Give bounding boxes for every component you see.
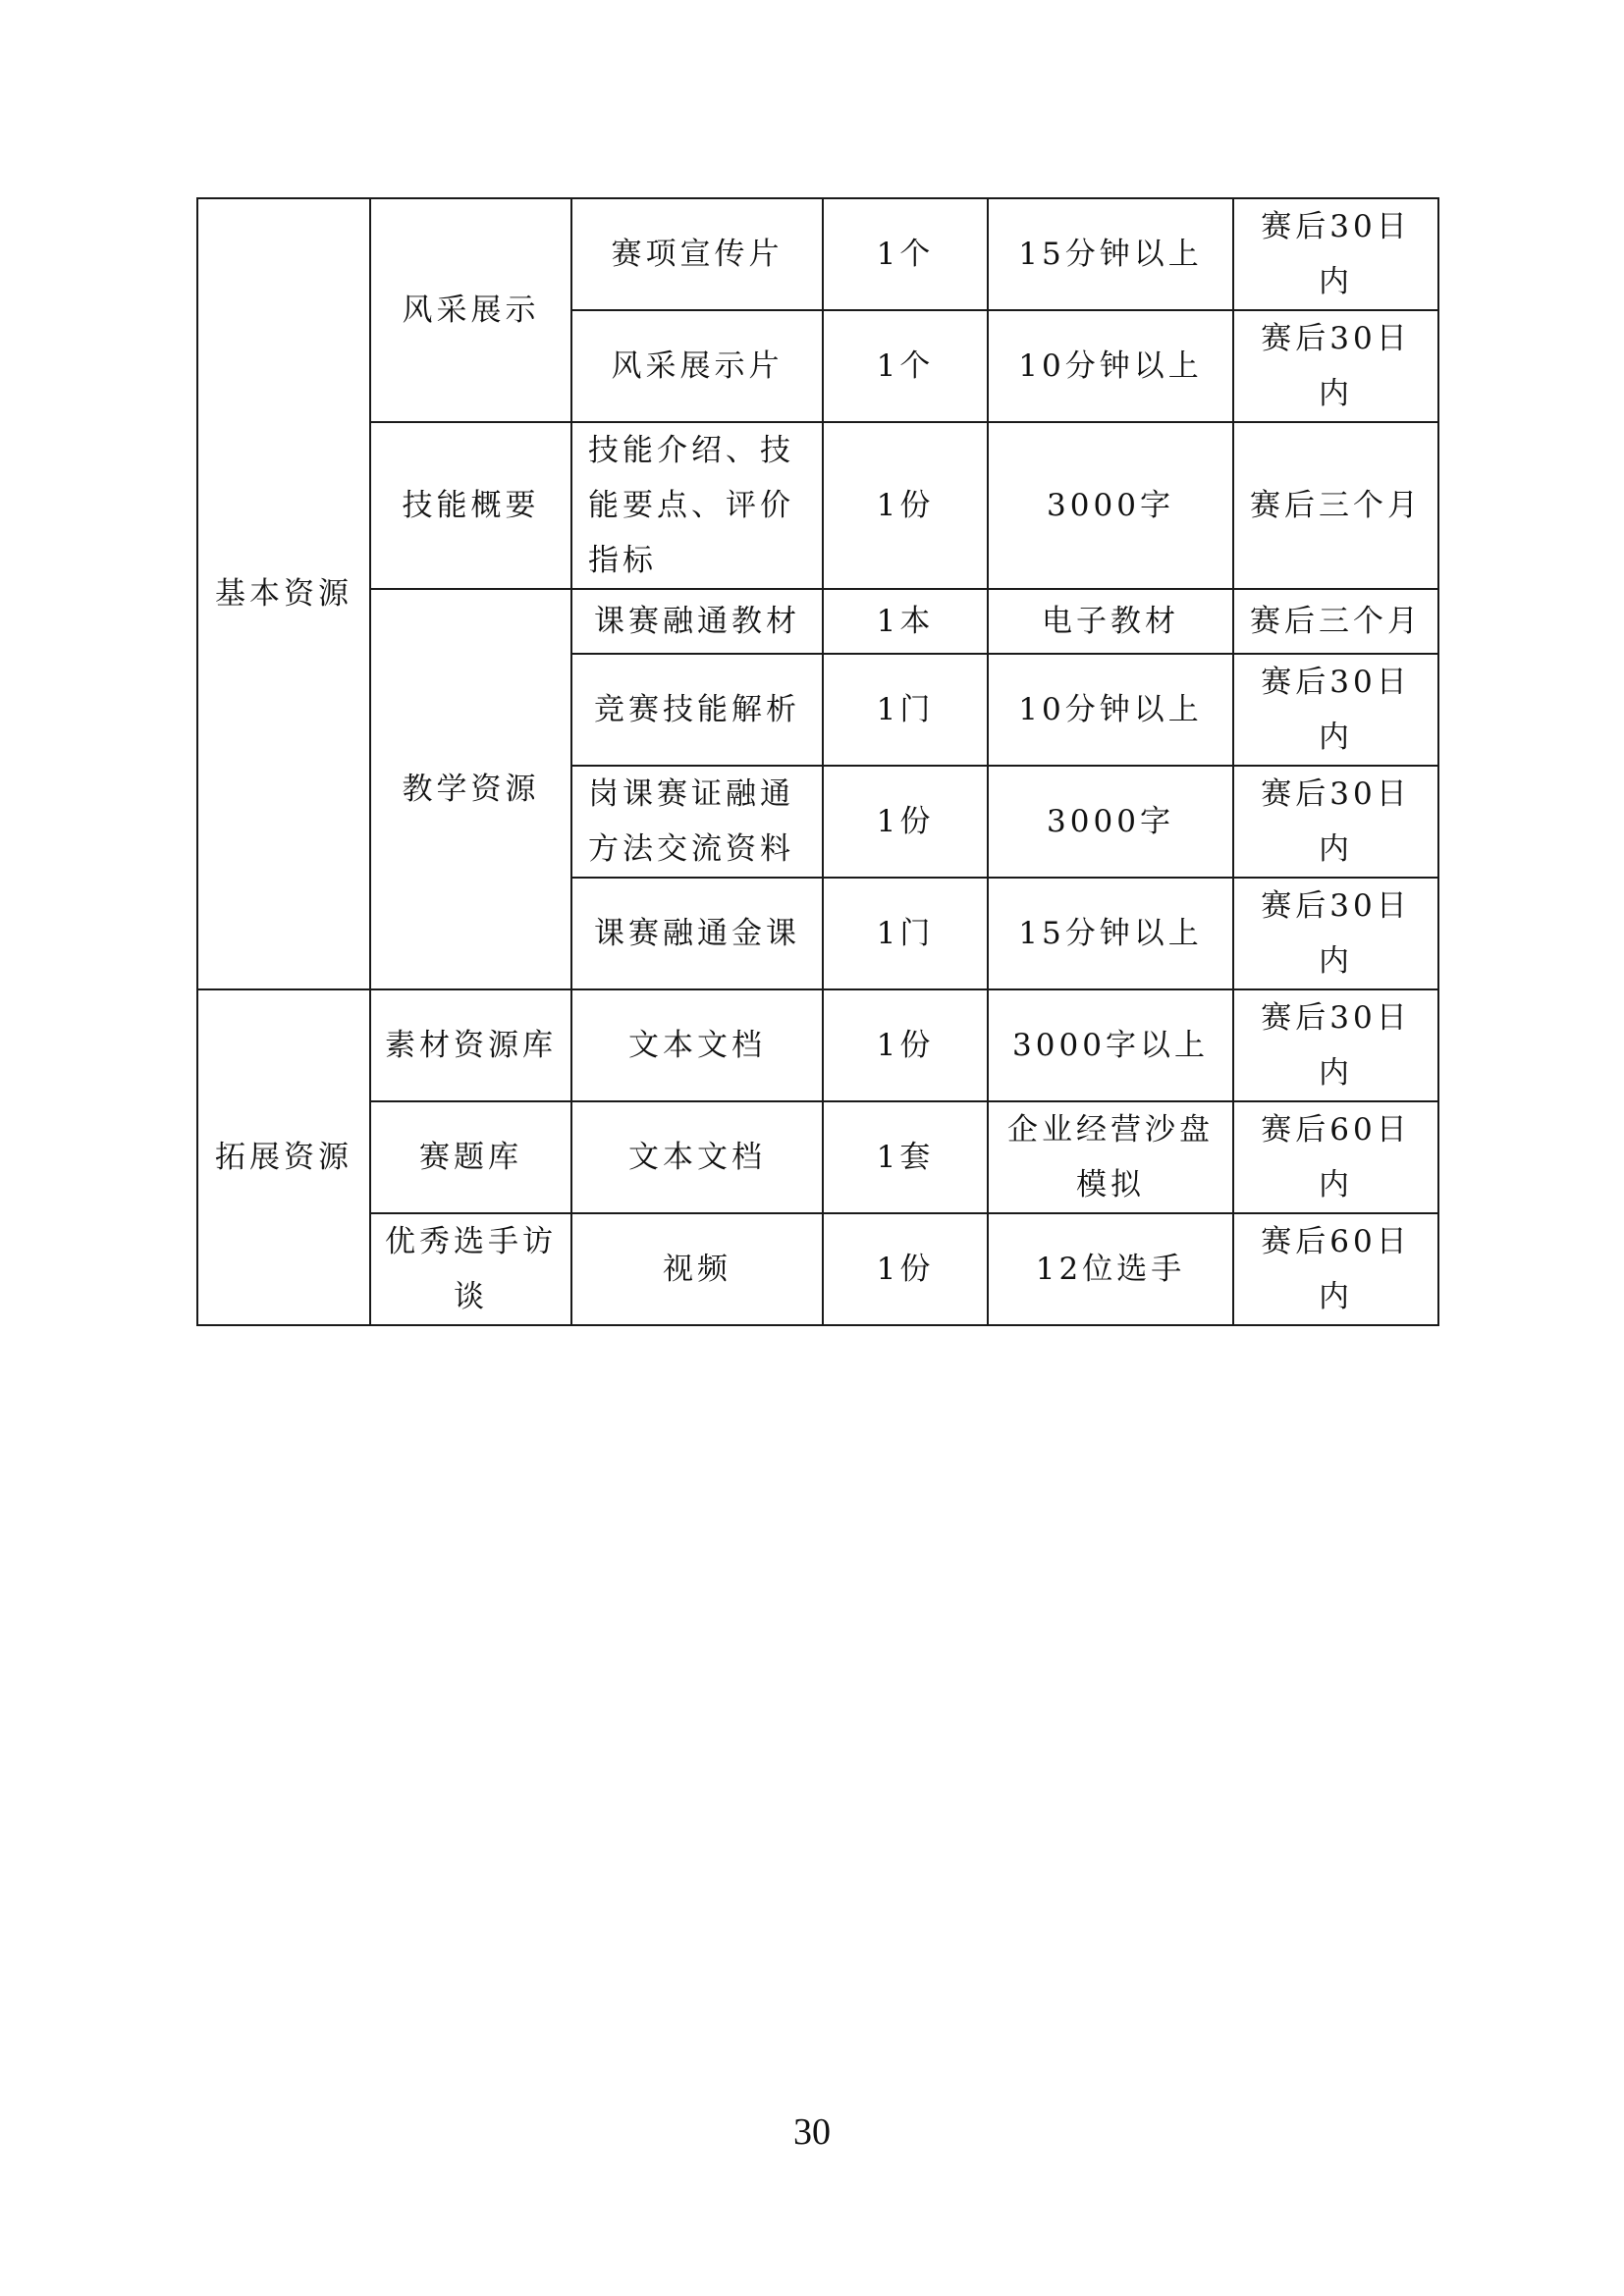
category-cell: 基本资源	[197, 198, 370, 989]
spec-cell: 15分钟以上	[988, 198, 1233, 310]
deadline-cell: 赛后30日内	[1233, 878, 1438, 989]
quantity-cell: 1套	[823, 1101, 988, 1213]
item-cell: 赛项宣传片	[571, 198, 823, 310]
category-cell: 拓展资源	[197, 989, 370, 1325]
deadline-cell: 赛后30日内	[1233, 310, 1438, 422]
item-cell: 竞赛技能解析	[571, 654, 823, 766]
spec-cell: 12位选手	[988, 1213, 1233, 1325]
quantity-cell: 1份	[823, 422, 988, 589]
item-cell: 课赛融通教材	[571, 589, 823, 654]
subcategory-cell: 技能概要	[370, 422, 571, 589]
quantity-cell: 1门	[823, 654, 988, 766]
quantity-cell: 1份	[823, 1213, 988, 1325]
deadline-cell: 赛后30日内	[1233, 766, 1438, 878]
spec-cell: 3000字	[988, 766, 1233, 878]
deadline-cell: 赛后60日内	[1233, 1213, 1438, 1325]
spec-cell: 企业经营沙盘模拟	[988, 1101, 1233, 1213]
spec-cell: 3000字以上	[988, 989, 1233, 1101]
quantity-cell: 1门	[823, 878, 988, 989]
spec-cell: 10分钟以上	[988, 654, 1233, 766]
spec-cell: 10分钟以上	[988, 310, 1233, 422]
table-row	[197, 1213, 1438, 1325]
item-cell: 课赛融通金课	[571, 878, 823, 989]
subcategory-cell: 优秀选手访谈	[370, 1213, 571, 1325]
item-cell: 视频	[571, 1213, 823, 1325]
quantity-cell: 1份	[823, 766, 988, 878]
spec-cell: 电子教材	[988, 589, 1233, 654]
page-number: 30	[793, 2111, 831, 2153]
deadline-cell: 赛后三个月	[1233, 422, 1438, 589]
quantity-cell: 1个	[823, 198, 988, 310]
deadline-cell: 赛后60日内	[1233, 1101, 1438, 1213]
table-row	[197, 1101, 1438, 1213]
item-cell: 技能介绍、技能要点、评价指标	[571, 422, 823, 589]
deadline-cell: 赛后30日内	[1233, 198, 1438, 310]
spec-cell: 3000字	[988, 422, 1233, 589]
spec-cell: 15分钟以上	[988, 878, 1233, 989]
resource-table	[196, 197, 1439, 1326]
table-row	[197, 198, 1438, 310]
table-row	[197, 989, 1438, 1101]
item-cell: 岗课赛证融通方法交流资料	[571, 766, 823, 878]
subcategory-cell: 赛题库	[370, 1101, 571, 1213]
table-row	[197, 422, 1438, 589]
subcategory-cell: 素材资源库	[370, 989, 571, 1101]
deadline-cell: 赛后30日内	[1233, 654, 1438, 766]
item-cell: 风采展示片	[571, 310, 823, 422]
subcategory-cell: 教学资源	[370, 589, 571, 989]
table-row	[197, 589, 1438, 654]
item-cell: 文本文档	[571, 1101, 823, 1213]
item-cell: 文本文档	[571, 989, 823, 1101]
quantity-cell: 1份	[823, 989, 988, 1101]
quantity-cell: 1个	[823, 310, 988, 422]
deadline-cell: 赛后三个月	[1233, 589, 1438, 654]
deadline-cell: 赛后30日内	[1233, 989, 1438, 1101]
subcategory-cell: 风采展示	[370, 198, 571, 422]
quantity-cell: 1本	[823, 589, 988, 654]
